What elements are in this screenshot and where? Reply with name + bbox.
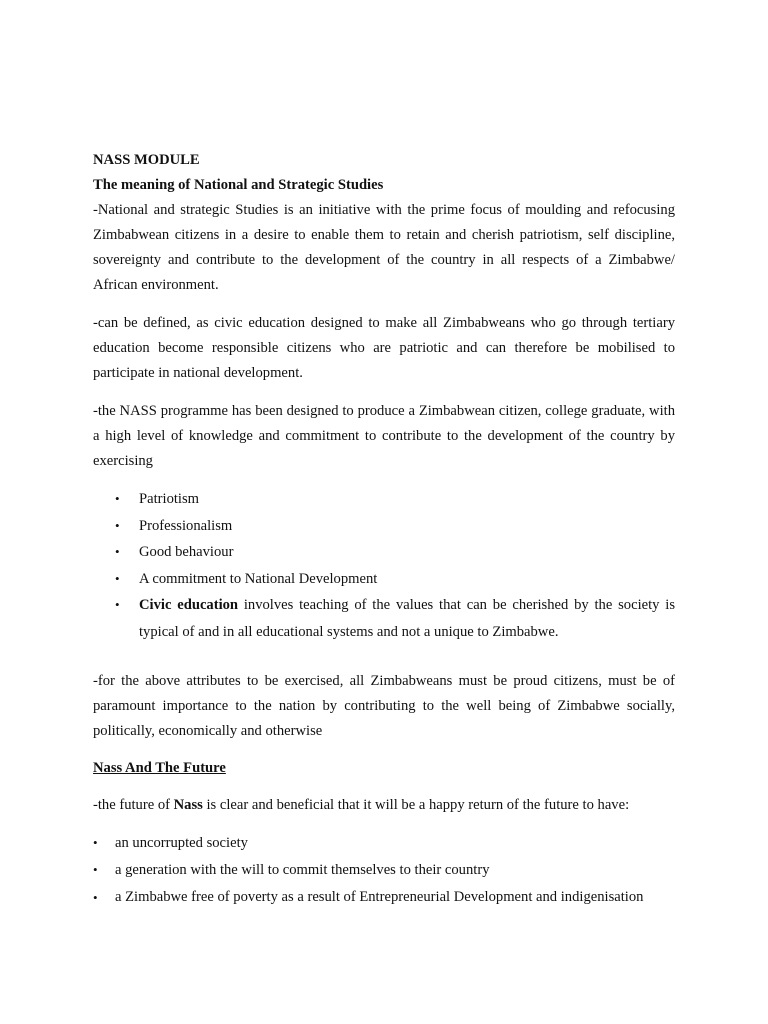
document-page <box>93 148 675 910</box>
list-item: • A commitment to National Development <box>93 566 675 593</box>
bullet-icon: • <box>93 890 98 905</box>
paragraph-programme: -the NASS programme has been designed to produce a Zimbabwean citizen, college graduate, with a high level of knowledge and commitment to contribute to the development of the country by exercising <box>93 403 675 469</box>
paragraph-definition: -National and strategic Studies is an initiative with the prime focus of moulding and refocusing Zimbabwean citizens in a desire to enable them to retain and cherish patriotism, self discipline, sovereignty and contribute to the development of the country in all respects of a Zimbabwe/ African environment. <box>93 202 675 293</box>
list-item-civic-education <box>93 592 675 645</box>
paragraph-civic-definition: -can be defined, as civic education designed to make all Zimbabweans who go through tertiary education become responsible citizens who are patriotic and can therefore be mobilised to participate in national development. <box>93 315 675 381</box>
bullet-icon: • <box>115 544 120 559</box>
list-item: • an uncorrupted society <box>93 830 675 857</box>
bullet-icon: • <box>115 597 120 612</box>
bullet-icon: • <box>93 835 98 850</box>
paragraph-future-intro: -the future of Nass is clear and beneficial that it will be a happy return of the future to have: <box>93 797 630 813</box>
civic-education-term: Civic education <box>139 597 239 613</box>
list-item: • Patriotism <box>93 486 675 513</box>
list-item: • a Zimbabwe free of poverty as a result of Entrepreneurial Development and indigenisation <box>93 885 675 910</box>
bullet-icon: • <box>115 491 120 506</box>
civic-education-text: involves teaching of the values that can be cherished by the society is typical of and in all educational systems and not a unique to Zimbabwe. <box>139 597 675 640</box>
section-heading-future: Nass And The Future <box>93 760 226 776</box>
bullet-icon: • <box>93 861 98 877</box>
attributes-list <box>93 486 675 645</box>
list-item: • Good behaviour <box>93 539 675 566</box>
paragraph-attributes-exercised: -for the above attributes to be exercised, all Zimbabweans must be proud citizens, must be of paramount importance to the nation by contributing to the well being of Zimbabwe socially, politically, economically and otherwise <box>93 673 675 739</box>
document-subtitle: The meaning of National and Strategic Studies <box>93 177 384 193</box>
list-item: • Professionalism <box>93 513 675 540</box>
document-title: NASS MODULE <box>93 152 200 168</box>
bullet-icon: • <box>115 570 120 586</box>
future-list <box>93 830 675 910</box>
bullet-icon: • <box>115 517 120 533</box>
list-item: • a generation with the will to commit themselves to their country <box>93 857 675 884</box>
